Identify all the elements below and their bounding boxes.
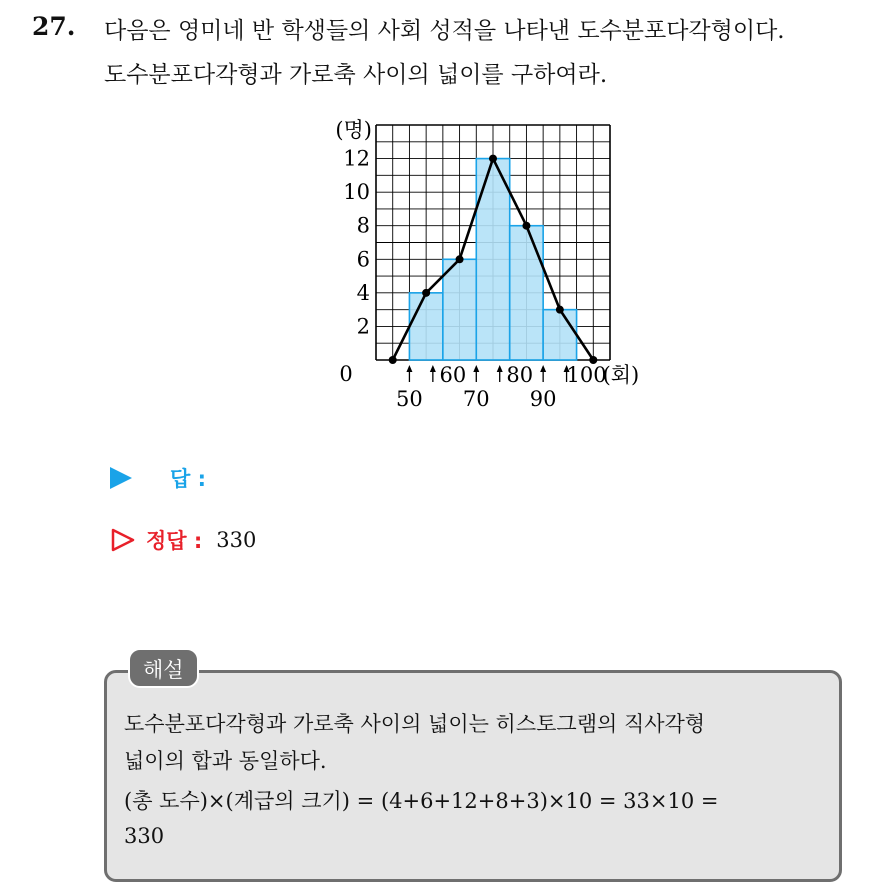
y-tick-label: 8 [356, 213, 370, 238]
histogram-bar-90-100 [543, 310, 576, 360]
x-tick-label-upper: 80 [506, 363, 534, 387]
x-tick-label-upper: 60 [439, 363, 467, 387]
histogram-bar-60-70 [443, 259, 476, 360]
polygon-point-75 [489, 155, 497, 163]
polygon-point-55 [422, 289, 430, 297]
polygon-point-85 [522, 222, 530, 230]
y-unit-label: (명) [335, 118, 372, 142]
tick-arrow-head [406, 365, 412, 372]
y-tick-label: 2 [356, 314, 370, 339]
origin-label: 0 [339, 362, 353, 386]
x-tick-label-upper: 100 [566, 363, 607, 387]
correct-answer-label: 정답 : [146, 529, 203, 553]
polygon-point-65 [456, 255, 464, 263]
histogram-bar-80-90 [510, 226, 543, 360]
tick-arrow-head [473, 365, 479, 372]
tick-arrow-head [540, 365, 546, 372]
x-tick-label-lower: 70 [462, 387, 490, 411]
correct-answer-value: 330 [216, 528, 257, 552]
polygon-point-95 [556, 306, 564, 314]
y-tick-label: 4 [356, 280, 370, 305]
question-text-line1: 다음은 영미네 반 학생들의 사회 성적을 나타낸 도수분포다각형이다. [104, 18, 785, 44]
play-filled-icon [110, 467, 132, 489]
x-tick-label-lower: 90 [529, 387, 557, 411]
x-unit-label: (회) [602, 363, 640, 387]
histogram-bar-50-60 [409, 293, 442, 360]
answer-label: 답 : [170, 467, 206, 491]
solution-line-3: (총 도수)×(계급의 크기) = (4+6+12+8+3)×10 = 33×10 = [124, 789, 719, 813]
x-tick-label-lower: 50 [396, 387, 423, 411]
y-tick-label: 6 [356, 247, 370, 272]
polygon-point-45 [389, 356, 397, 364]
correct-answer-row [110, 524, 256, 556]
solution-line-4: 330 [124, 824, 165, 848]
solution-line-2: 넓이의 합과 동일하다. [124, 749, 327, 773]
play-outline-icon [110, 527, 136, 553]
answer-row [110, 462, 206, 494]
frequency-polygon-chart [320, 112, 660, 412]
y-tick-label: 10 [343, 180, 370, 205]
solution-line-1: 도수분포다각형과 가로축 사이의 넓이는 히스토그램의 직사각형 [124, 712, 706, 736]
question-text-line2: 도수분포다각형과 가로축 사이의 넓이를 구하여라. [104, 62, 608, 88]
question-number: 27. [32, 12, 76, 41]
y-tick-label: 12 [343, 146, 370, 171]
solution-box [104, 670, 842, 882]
histogram-bar-70-80 [476, 159, 509, 360]
tick-arrow-head [430, 365, 436, 372]
solution-tag: 해설 [128, 648, 199, 688]
tick-arrow-head [497, 365, 503, 372]
